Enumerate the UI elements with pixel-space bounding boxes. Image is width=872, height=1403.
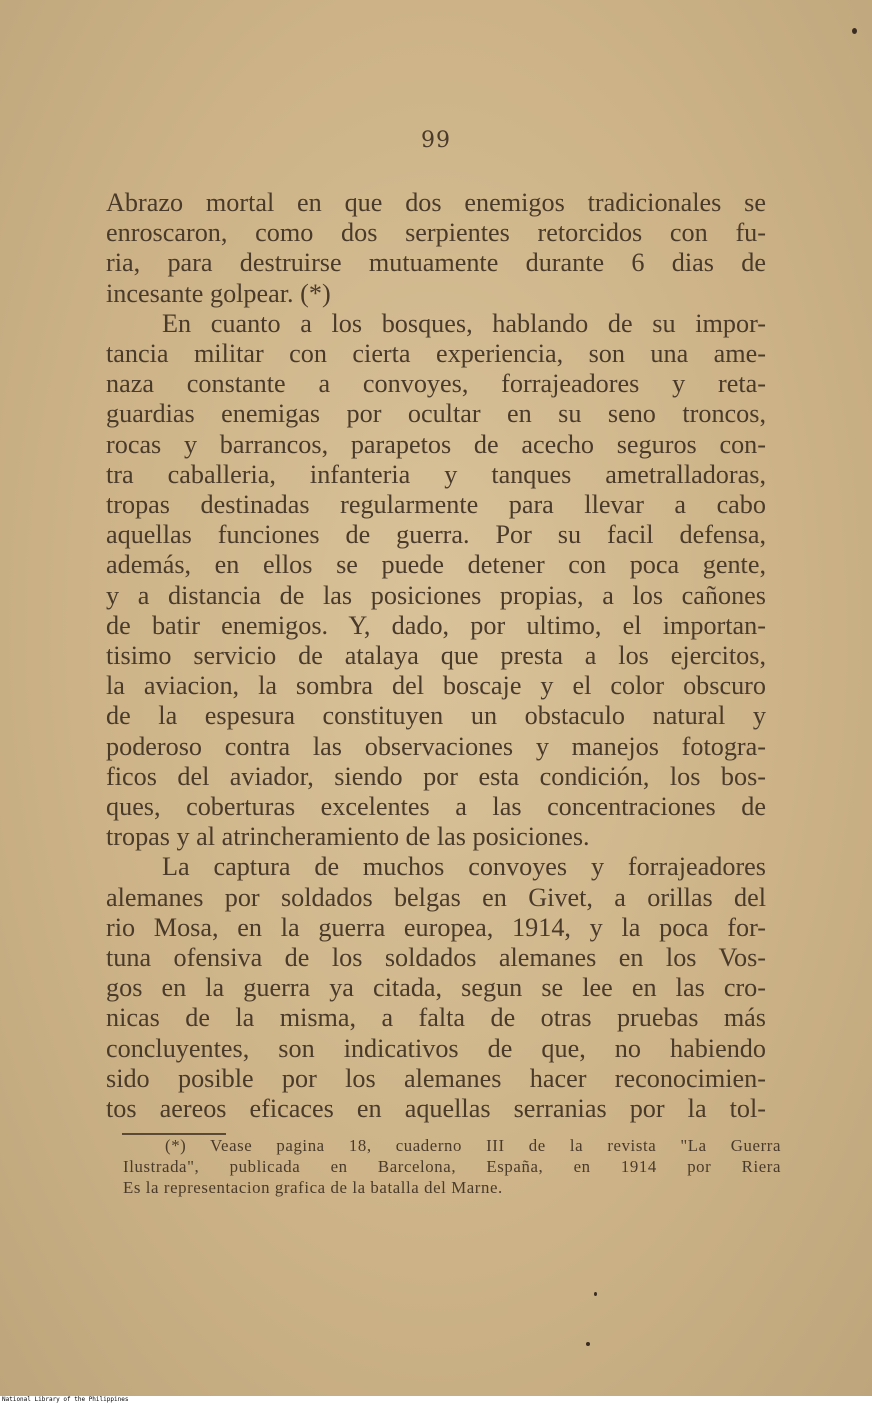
text-line: de batir enemigos. Y, dado, por ultimo, el importan- [106, 610, 766, 640]
text-line: sido posible por los alemanes hacer reconocimien- [106, 1063, 766, 1093]
text-line: rio Mosa, en la guerra europea, 1914, y la poca for- [106, 912, 766, 942]
text-line: guardias enemigas por ocultar en su seno troncos, [106, 399, 766, 429]
ink-speck [594, 1292, 597, 1296]
text-line: La captura de muchos convoyes y forrajeadores [162, 852, 766, 882]
footnote [123, 1135, 781, 1198]
text-line: ques, coberturas excelentes a las concentraciones de [106, 792, 766, 822]
text-line: ria, para destruirse mutuamente durante 6 dias de [106, 248, 766, 278]
text-line: tos aereos eficaces en aquellas serranias por la tol- [106, 1094, 766, 1124]
body-text [106, 188, 766, 1124]
text-line: tropas y al atrincheramiento de las posiciones. [106, 822, 590, 852]
text-line: enroscaron, como dos serpientes retorcidos con fu- [106, 218, 766, 248]
text-line: gos en la guerra ya citada, segun se lee en las cro- [106, 973, 766, 1003]
text-line: En cuanto a los bosques, hablando de su impor- [162, 308, 766, 338]
text-line: tancia militar con cierta experiencia, son una ame- [106, 339, 766, 369]
library-credit: National Library of the Philippines [2, 1396, 129, 1403]
text-line: concluyentes, son indicativos de que, no habiendo [106, 1033, 766, 1063]
text-line: tra caballeria, infanteria y tanques ametralladoras, [106, 459, 766, 489]
ink-speck [852, 28, 857, 34]
text-line: nicas de la misma, a falta de otras pruebas más [106, 1003, 766, 1033]
text-line: ficos del aviador, siendo por esta condición, los bos- [106, 761, 766, 791]
text-line: aquellas funciones de guerra. Por su facil defensa, [106, 520, 766, 550]
text-line: de la espesura constituyen un obstaculo natural y [106, 701, 766, 731]
text-line: incesante golpear. (*) [106, 278, 331, 308]
text-line: y a distancia de las posiciones propias, a los cañones [106, 580, 766, 610]
text-line: la aviacion, la sombra del boscaje y el color obscuro [106, 671, 766, 701]
ink-speck [586, 1342, 590, 1346]
footnote-line: Es la representacion grafica de la batalla del Marne. [123, 1178, 503, 1197]
text-line: rocas y barrancos, parapetos de acecho seguros con- [106, 429, 766, 459]
text-line: poderoso contra las observaciones y manejos fotogra- [106, 731, 766, 761]
text-line: Abrazo mortal en que dos enemigos tradicionales se [106, 188, 766, 217]
page-number: 99 [421, 128, 451, 153]
footnote-line: Ilustrada", publicada en Barcelona, España, en 1914 por Riera [123, 1157, 781, 1176]
text-line: alemanes por soldados belgas en Givet, a orillas del [106, 882, 766, 912]
footnote-line: (*) Vease pagina 18, cuaderno III de la revista "La Guerra [165, 1136, 781, 1155]
text-line: además, en ellos se puede detener con poca gente, [106, 550, 766, 580]
text-line: tuna ofensiva de los soldados alemanes en los Vos- [106, 943, 766, 973]
footer-strip [0, 1396, 872, 1403]
text-line: naza constante a convoyes, forrajeadores y reta- [106, 369, 766, 399]
text-line: tisimo servicio de atalaya que presta a los ejercitos, [106, 641, 766, 671]
text-line: tropas destinadas regularmente para llevar a cabo [106, 490, 766, 520]
